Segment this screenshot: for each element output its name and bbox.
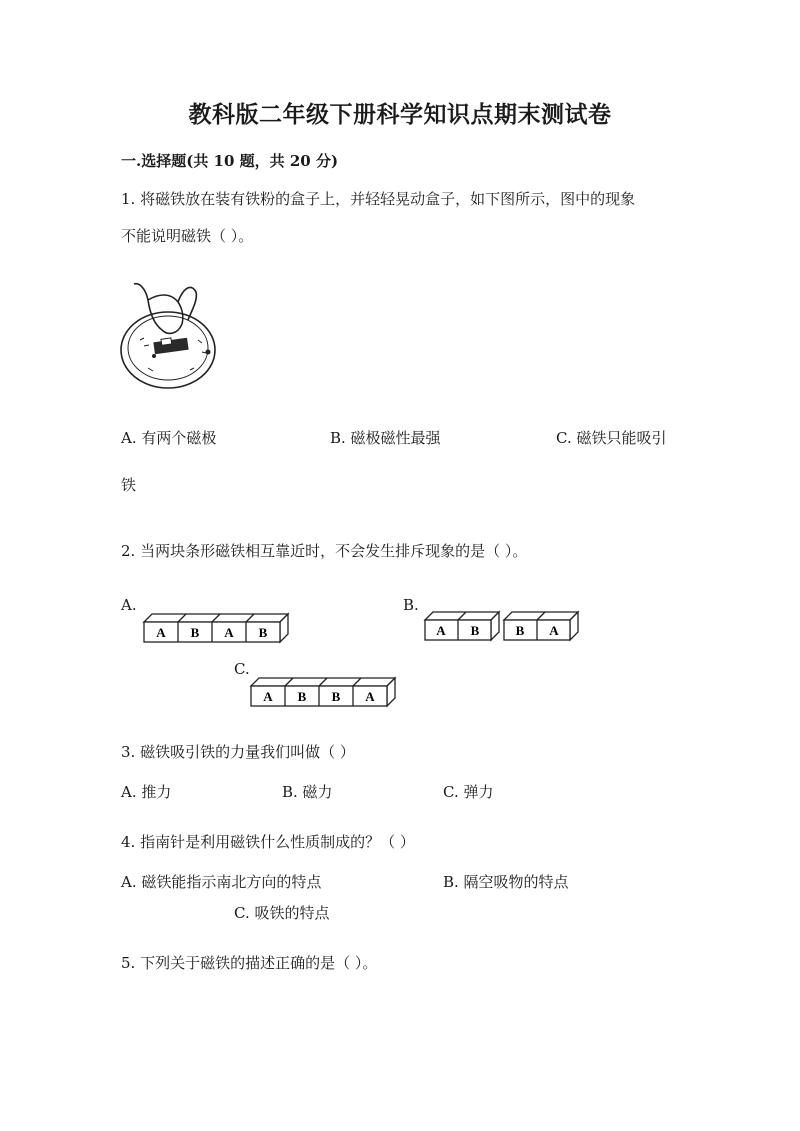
question-1-text-line1: 1. 将磁铁放在装有铁粉的盒子上，并轻轻晃动盒子，如下图所示，图中的现象 [121, 190, 636, 208]
magnet-diagram-a [142, 610, 294, 650]
magnet-c-pole-1: A [263, 689, 273, 704]
question-3-text: 3. 磁铁吸引铁的力量我们叫做（ ） [121, 743, 355, 761]
question-2-option-c-label: C. [234, 660, 250, 678]
magnet-b-right-pole-1: B [515, 623, 525, 638]
magnet-a-pole-3: A [224, 625, 234, 640]
magnet-a-pole-4: B [258, 625, 268, 640]
question-3-option-b: B. 磁力 [282, 783, 333, 801]
magnet-c-pole-3: B [331, 689, 341, 704]
magnet-b-right-pole-2: A [549, 623, 559, 638]
question-1-option-b: B. 磁极磁性最强 [330, 429, 441, 447]
question-2-option-b-label: B. [403, 596, 419, 614]
question-5-text: 5. 下列关于磁铁的描述正确的是（ ）。 [121, 954, 378, 972]
question-4-option-a: A. 磁铁能指示南北方向的特点 [121, 873, 322, 891]
section-heading: 一.选择题(共 10 题，共 20 分) [121, 152, 339, 170]
question-1-text-line2: 不能说明磁铁（ ）。 [121, 227, 254, 245]
question-3-option-a: A. 推力 [121, 783, 172, 801]
magnet-b-left-pole-1: A [436, 623, 446, 638]
magnet-c-pole-4: A [365, 689, 375, 704]
question-2-text: 2. 当两块条形磁铁相互靠近时，不会发生排斥现象的是（ ）。 [121, 542, 528, 560]
question-4-option-b: B. 隔空吸物的特点 [443, 873, 569, 891]
magnet-b-left-pole-2: B [470, 623, 480, 638]
question-2-option-a-label: A. [121, 596, 137, 614]
magnet-diagram-b-left [423, 608, 503, 648]
magnet-on-iron-powder-illustration [118, 280, 223, 395]
magnet-a-pole-2: B [190, 625, 200, 640]
page-title: 教科版二年级下册科学知识点期末测试卷 [188, 101, 612, 128]
question-3-option-c: C. 弹力 [443, 783, 494, 801]
question-4-option-c: C. 吸铁的特点 [234, 904, 330, 922]
question-1-option-c-continued: 铁 [121, 476, 137, 494]
question-1-option-a: A. 有两个磁极 [121, 429, 217, 447]
magnet-diagram-c [249, 674, 401, 714]
magnet-c-pole-2: B [297, 689, 307, 704]
magnet-a-pole-1: A [156, 625, 166, 640]
question-4-text: 4. 指南针是利用磁铁什么性质制成的？（ ） [121, 833, 415, 851]
magnet-diagram-b-right [502, 608, 582, 648]
question-1-option-c: C. 磁铁只能吸引 [556, 429, 667, 447]
